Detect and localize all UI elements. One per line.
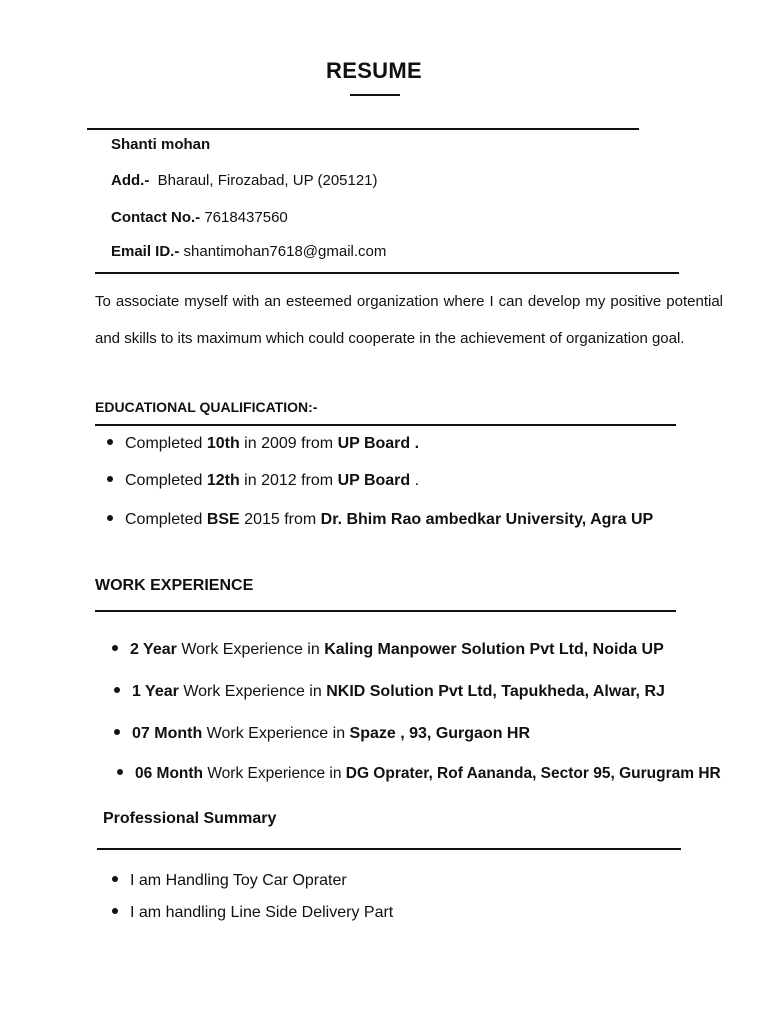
- email-label: Email ID.-: [111, 243, 180, 260]
- bullet-icon: [107, 439, 113, 445]
- title-underline: [350, 94, 400, 96]
- contact-label: Contact No.-: [111, 209, 201, 226]
- summary-rule: [97, 848, 681, 850]
- bullet-icon: [117, 769, 123, 775]
- address-value: Bharaul, Firozabad, UP (205121): [157, 172, 378, 189]
- education-rule: [95, 424, 676, 426]
- objective-paragraph: To associate myself with an esteemed organization where I can develop my positive potential and skills to its maximum which could cooperate in the achievement of organization goal.: [95, 293, 723, 347]
- work-item: 2 Year Work Experience in Kaling Manpower Solution Pvt Ltd, Noida UP: [112, 641, 664, 659]
- address-label: Add.-: [111, 172, 150, 189]
- bullet-icon: [107, 476, 113, 482]
- header-rule: [87, 128, 639, 130]
- contact-rule: [95, 272, 679, 274]
- bullet-icon: [107, 515, 113, 521]
- email-value: shantimohan7618@gmail.com: [183, 243, 387, 260]
- bullet-icon: [112, 908, 118, 914]
- work-rule: [95, 610, 676, 612]
- summary-item: I am handling Line Side Delivery Part: [112, 904, 393, 922]
- summary-item: I am Handling Toy Car Oprater: [112, 872, 347, 890]
- resume-title: RESUME: [326, 58, 422, 83]
- address-line: [111, 172, 378, 189]
- bullet-icon: [114, 687, 120, 693]
- work-item: 06 Month Work Experience in DG Oprater, Rof Aananda, Sector 95, Gurugram HR: [117, 765, 721, 783]
- education-item: Completed 10th in 2009 from UP Board .: [107, 435, 419, 453]
- bullet-icon: [114, 729, 120, 735]
- candidate-name: Shanti mohan: [111, 136, 211, 153]
- work-item: 1 Year Work Experience in NKID Solution Pvt Ltd, Tapukheda, Alwar, RJ: [114, 683, 665, 701]
- contact-line: [111, 209, 288, 226]
- contact-value: 7618437560: [204, 209, 288, 226]
- work-heading: WORK EXPERIENCE: [95, 577, 254, 594]
- bullet-icon: [112, 645, 118, 651]
- email-line: [111, 243, 386, 260]
- education-item: Completed 12th in 2012 from UP Board .: [107, 472, 419, 490]
- work-item: 07 Month Work Experience in Spaze , 93, Gurgaon HR: [114, 725, 530, 743]
- education-heading: EDUCATIONAL QUALIFICATION:-: [95, 399, 318, 415]
- education-item: Completed BSE 2015 from Dr. Bhim Rao ambedkar University, Agra UP: [107, 511, 653, 529]
- bullet-icon: [112, 876, 118, 882]
- summary-heading: Professional Summary: [103, 810, 277, 827]
